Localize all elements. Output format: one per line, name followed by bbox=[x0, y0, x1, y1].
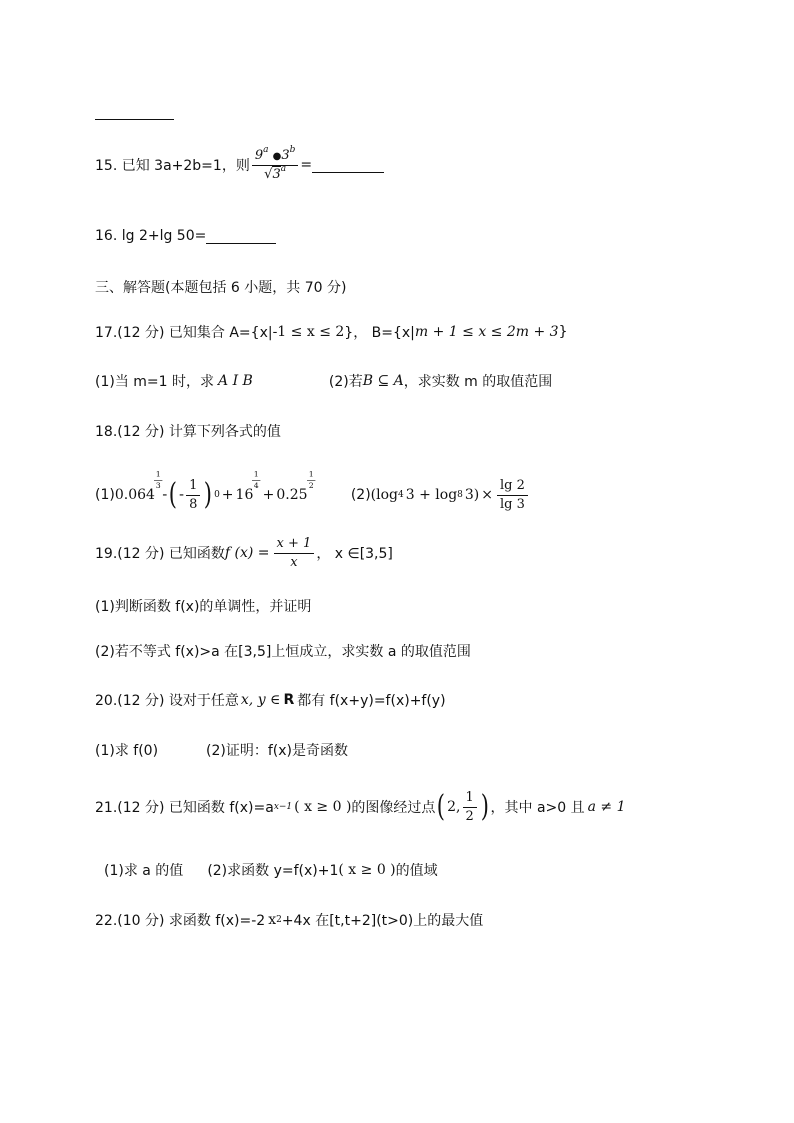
section-3-title-text: 三、解答题(本题包括 6 小题，共 70 分) bbox=[95, 280, 347, 296]
q17-part1-math: A I B bbox=[218, 373, 253, 389]
q17-part2-math: B ⊆ A bbox=[362, 373, 404, 389]
q20-head: 20.(12 分) 设对于任意 bbox=[95, 693, 239, 709]
q18-minus: - bbox=[162, 487, 168, 504]
q18-t2-num: 1 bbox=[186, 478, 200, 496]
q21-point-y bbox=[463, 790, 477, 824]
q15-num2-base: 3 bbox=[281, 148, 290, 163]
q18-log-b-arg: 3) bbox=[464, 487, 480, 504]
q20-reals: R bbox=[283, 692, 295, 708]
q21-part1: (1)求 a 的值 bbox=[104, 863, 184, 879]
q15-denominator bbox=[261, 163, 289, 183]
q18-log-a: (log bbox=[370, 487, 399, 504]
q22-head: 22.(10 分) 求函数 f(x)=-2 bbox=[95, 913, 266, 929]
q18-t4-exp-den: 2 bbox=[308, 481, 314, 491]
q18-t4-base: 0.25 bbox=[276, 487, 308, 504]
q15-numerator bbox=[252, 145, 299, 166]
q20-tail: 都有 f(x+y)=f(x)+f(y) bbox=[297, 693, 446, 709]
q15-equals: = bbox=[300, 157, 313, 174]
answer-blank-14 bbox=[95, 118, 174, 120]
q18-times: × bbox=[481, 487, 493, 504]
question-16 bbox=[95, 228, 276, 244]
question-17 bbox=[95, 322, 568, 342]
q15-num-base: 9 bbox=[254, 148, 264, 163]
q21-tail1: ，其中 a>0 且 bbox=[490, 800, 585, 817]
q15-sqrt: √ bbox=[264, 166, 273, 182]
q21-left-paren: ( bbox=[437, 789, 446, 825]
q19-head: 19.(12 分) 已知函数 bbox=[95, 546, 225, 563]
q18-t4-exp bbox=[307, 470, 316, 491]
q18-t3-exp bbox=[252, 470, 261, 491]
q18-t2-sign: - bbox=[179, 487, 185, 504]
q15-den-exp: a bbox=[280, 163, 287, 174]
q18-part1: (1) bbox=[95, 487, 115, 504]
q17-head: 17.(12 分) 已知集合 A={x| bbox=[95, 325, 273, 341]
q18-t2-den: 8 bbox=[189, 496, 198, 512]
q17-part2b: ，求实数 m 的取值范围 bbox=[403, 374, 553, 390]
q18-t1-exp-den: 3 bbox=[155, 481, 161, 491]
q15-label: 15. 已知 3a+2b=1，则 bbox=[95, 158, 250, 175]
q22-x: x bbox=[268, 912, 277, 928]
q18-part2: (2) bbox=[350, 487, 371, 504]
q15-num-exp-a: a bbox=[263, 145, 269, 155]
question-20-parts bbox=[95, 740, 348, 760]
q18-plus2: + bbox=[262, 487, 275, 504]
q17-set-b: m + 1 ≤ x ≤ 2m + 3 bbox=[414, 324, 559, 340]
q17-tail: } bbox=[558, 324, 568, 340]
question-17-parts bbox=[95, 371, 552, 391]
q19-part1: (1)判断函数 f(x)的单调性，并证明 bbox=[95, 599, 312, 615]
q18-t1-base: 0.064 bbox=[114, 487, 155, 504]
q20-part2: (2)证明：f(x)是奇函数 bbox=[206, 743, 349, 759]
q17-part1: (1)当 m=1 时，求 bbox=[95, 374, 215, 390]
question-21: 21.(12 分) 已知函数 f(x)=a x−1 ( x ≥ 0 ) 的图像经过点 ( 2, $\frac{1}{2}$ ) ，其中 a>0 且 a ≠ 1 bbox=[95, 789, 626, 825]
q21-part2-condition: ( x ≥ 0 ) bbox=[338, 862, 396, 878]
question-19-part1 bbox=[95, 596, 311, 616]
q19-fx: f (x) = bbox=[224, 545, 270, 562]
q21-tail2: a ≠ 1 bbox=[587, 799, 626, 816]
q18-plus1: + bbox=[221, 487, 234, 504]
q16-label: 16. lg 2+lg 50= bbox=[95, 228, 207, 244]
q21-point-x: 2, bbox=[447, 799, 461, 816]
q18-t1-exp bbox=[154, 470, 163, 491]
q17-set-a: -1 ≤ x ≤ 2 bbox=[272, 324, 345, 340]
question-19 bbox=[95, 536, 393, 570]
answer-blank-16 bbox=[206, 242, 276, 244]
q18-lg-frac bbox=[497, 478, 528, 512]
q20-part1: (1)求 f(0) bbox=[95, 743, 159, 759]
q21-point-den: 2 bbox=[465, 808, 474, 824]
q20-vars: x, y ∈ bbox=[240, 692, 281, 708]
q18-t3-base: 16 bbox=[235, 487, 254, 504]
section-3-title bbox=[95, 277, 346, 297]
q18-t3-exp-num: 1 bbox=[254, 470, 260, 479]
q21-part2a: (2)求函数 y=f(x)+1 bbox=[207, 863, 339, 879]
q21-mid: 的图像经过点 bbox=[351, 800, 436, 817]
q18-left-paren: ( bbox=[169, 477, 178, 513]
question-18-parts: (1) 0.064 $\frac{1}{3}$ - ( - $\frac{1}{8}$ ) 0 + 16 $\frac{1}{4}$ + 0.25 $\frac{1}{2}$ (2) (log 4 3 + log 8 3) × $\frac{\lg 2}{\lg 3}$ bbox=[95, 470, 530, 520]
question-15 bbox=[95, 145, 384, 182]
question-22: 22.(10 分) 求函数 f(x)=-2 x 2 +4x 在[t,t+2](t>0)上的最大值 bbox=[95, 912, 484, 929]
q18-log-a-arg: 3 + log bbox=[405, 487, 458, 504]
q18-t4-exp-num: 1 bbox=[308, 470, 314, 479]
q21-head: 21.(12 分) 已知函数 f(x)=a bbox=[95, 800, 274, 817]
question-18 bbox=[95, 421, 281, 441]
q18-head: 18.(12 分) 计算下列各式的值 bbox=[95, 424, 281, 440]
q18-right-paren: ) bbox=[204, 477, 213, 513]
question-19-part2 bbox=[95, 641, 471, 661]
q15-dot: ● bbox=[272, 151, 282, 162]
q21-point-num: 1 bbox=[463, 790, 477, 808]
q18-lg-num: lg 2 bbox=[497, 478, 528, 496]
q19-domain: ， x ∈[3,5] bbox=[316, 546, 393, 563]
q18-lg-den: lg 3 bbox=[500, 496, 525, 512]
question-20 bbox=[95, 690, 446, 710]
q19-fraction bbox=[274, 536, 315, 570]
answer-blank-15 bbox=[312, 171, 384, 173]
q19-den: x bbox=[290, 554, 298, 570]
q21-right-paren: ) bbox=[480, 789, 489, 825]
q19-part2: (2)若不等式 f(x)>a 在[3,5]上恒成立，求实数 a 的取值范围 bbox=[95, 644, 471, 660]
q19-num: x + 1 bbox=[274, 536, 315, 554]
q15-den-base: 3 bbox=[272, 166, 281, 182]
q21-part2b: 的值域 bbox=[395, 863, 438, 879]
q18-t3-exp-den: 4 bbox=[254, 481, 260, 491]
q18-t2-frac bbox=[186, 478, 200, 512]
q21-condition: ( x ≥ 0 ) bbox=[294, 799, 352, 816]
q17-part2a: (2)若 bbox=[328, 374, 363, 390]
q18-t1-exp-num: 1 bbox=[155, 470, 161, 479]
q15-num-exp-b: b bbox=[289, 145, 296, 155]
q22-tail: +4x 在[t,t+2](t>0)上的最大值 bbox=[281, 913, 484, 929]
q15-fraction bbox=[252, 145, 299, 182]
q17-mid: }， B={x| bbox=[344, 325, 415, 341]
question-21-parts bbox=[104, 860, 438, 880]
